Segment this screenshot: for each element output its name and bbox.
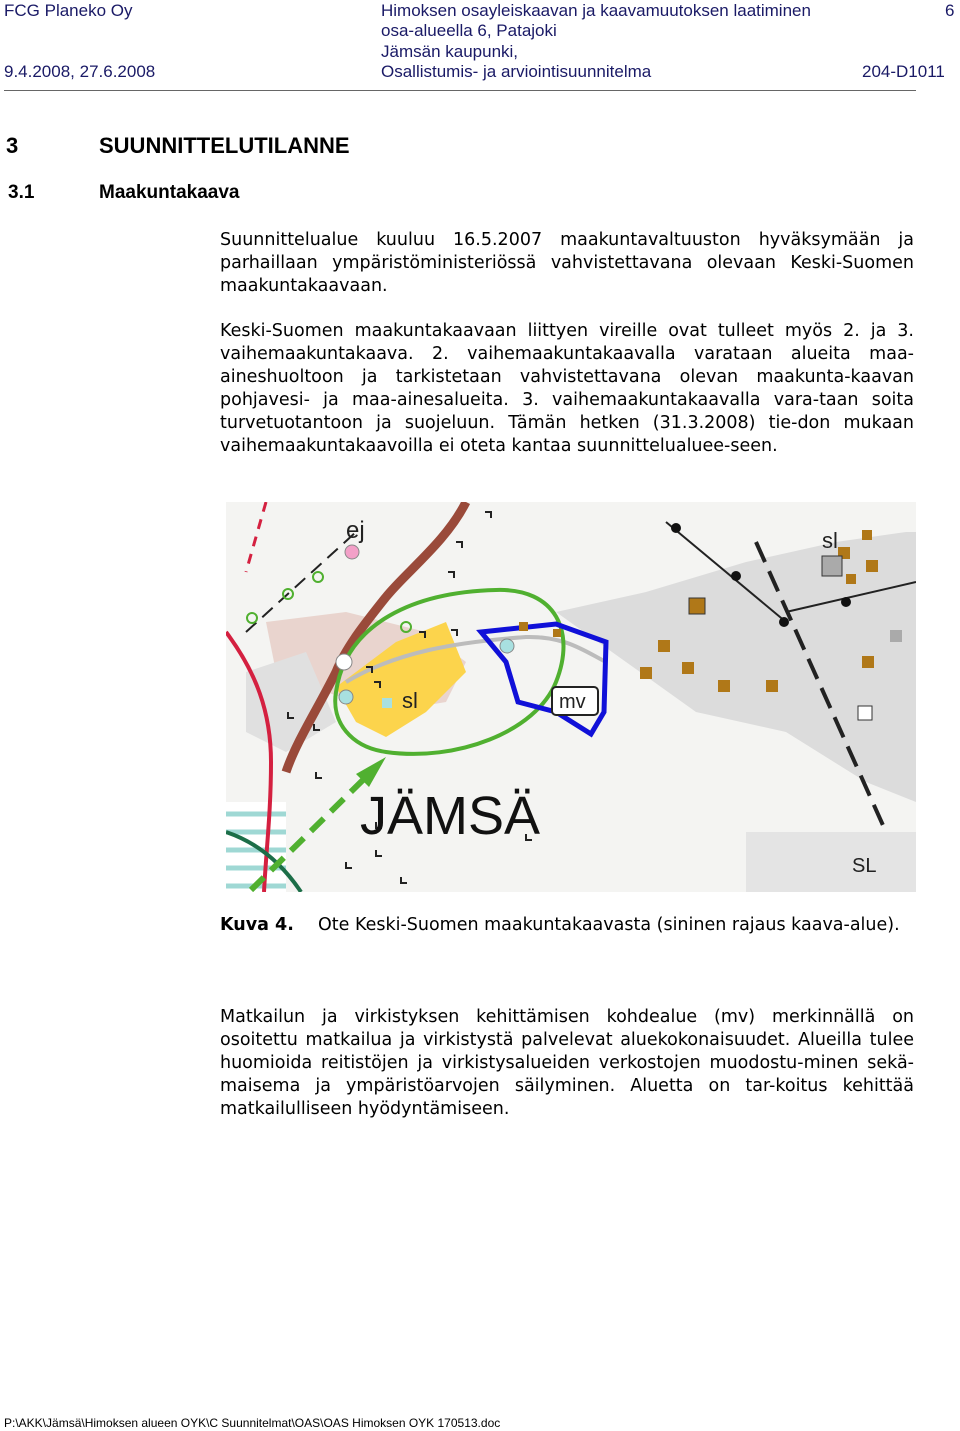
grey-square-marker <box>822 556 842 576</box>
power-node-1 <box>671 523 681 533</box>
section-heading <box>6 133 350 159</box>
pink-point-ej <box>345 545 359 559</box>
white-square-marker <box>858 706 872 720</box>
power-node-4 <box>841 597 851 607</box>
header-title-line-3: Jämsän kaupunki, <box>381 42 519 61</box>
label-ej: ej <box>346 517 365 544</box>
section-number: 3 <box>6 133 19 158</box>
intro-paragraph <box>220 229 914 298</box>
regional-plan-map <box>226 502 916 892</box>
header-divider <box>4 90 916 91</box>
paragraph-2: Keski-Suomen maakuntakaavaan liittyen vireille ovat tulleet myös 2. ja 3. vaihemaakuntakaava. 2. vaihemaakuntakaavalla varataan alueita maa-aineshuoltoon ja tarkistetaan vahvistettavana olevan maakunta-kaavan pohjavesi- ja maa-ainesalueita. 3. vaihemaakuntakaavalla vara-taan soita turvetuotantoon ja suojeluun. Tämän hetken (31.3.2008) tie-don mukaan vaihemaakuntakaavoilla ei oteta kantaa suunnittelualuee-seen. <box>220 321 914 456</box>
label-town: JÄMSÄ <box>360 786 541 846</box>
document-dates: 9.4.2008, 27.6.2008 <box>4 62 156 81</box>
white-point <box>336 654 352 670</box>
file-path-footer: P:\AKK\Jämsä\Himoksen alueen OYK\C Suunnitelmat\OAS\OAS Himoksen OYK 170513.doc <box>4 1416 501 1430</box>
tourism-paragraph <box>220 1006 914 1121</box>
phase-plan-paragraph <box>220 320 914 458</box>
header-title-line-2: osa-alueella 6, Patajoki <box>381 21 557 40</box>
page-number: 6 <box>945 1 955 20</box>
figure-caption <box>220 914 914 937</box>
label-sl-center: sl <box>402 688 418 713</box>
power-node-2 <box>731 571 741 581</box>
paragraph-3: Matkailun ja virkistyksen kehittämisen kohdealue (mv) merkinnällä on osoitettu matkailua ja virkistystä palvelevat aluekokonaisuudet. Alueilla tulee huomioida reitistöjen ja virkistysalueiden verkostojen muodostu-minen sekä- maisema ja ympäristöarvojen säilyminen. Aluetta on tar-koitus kehittää matkailulliseen hyödyntämiseen. <box>220 1007 914 1119</box>
subsection-heading <box>8 182 239 204</box>
teal-point-1 <box>339 690 353 704</box>
section-title: SUUNNITTELUTILANNE <box>99 133 350 158</box>
grey-area-se <box>746 832 916 892</box>
header-title-line-1: Himoksen osayleiskaavan ja kaavamuutoksen laatiminen <box>381 1 811 20</box>
power-node-3 <box>779 617 789 627</box>
teal-square <box>382 698 392 708</box>
caption-text: Ote Keski-Suomen maakuntakaavasta (sininen rajaus kaava-alue). <box>318 915 900 935</box>
subsection-title: Maakuntakaava <box>99 182 240 203</box>
label-sl-top: sl <box>822 528 838 553</box>
map-svg <box>226 502 916 892</box>
paragraph-1: Suunnittelualue kuuluu 16.5.2007 maakuntavaltuuston hyväksymään ja parhaillaan ympäristöministeriössä vahvistettavana olevaan Keski-Suomen maakuntakaavaan. <box>220 230 914 296</box>
company-name: FCG Planeko Oy <box>4 1 133 20</box>
caption-label: Kuva 4. <box>220 915 294 935</box>
label-mv: mv <box>559 691 586 713</box>
teal-point-2 <box>500 639 514 653</box>
subsection-number: 3.1 <box>8 182 35 203</box>
document-code: 204-D1011 <box>862 62 945 81</box>
header-title-line-4: Osallistumis- ja arviointisuunnitelma <box>381 62 652 81</box>
grey-square-marker-2 <box>890 630 902 642</box>
label-SL: SL <box>852 855 877 877</box>
